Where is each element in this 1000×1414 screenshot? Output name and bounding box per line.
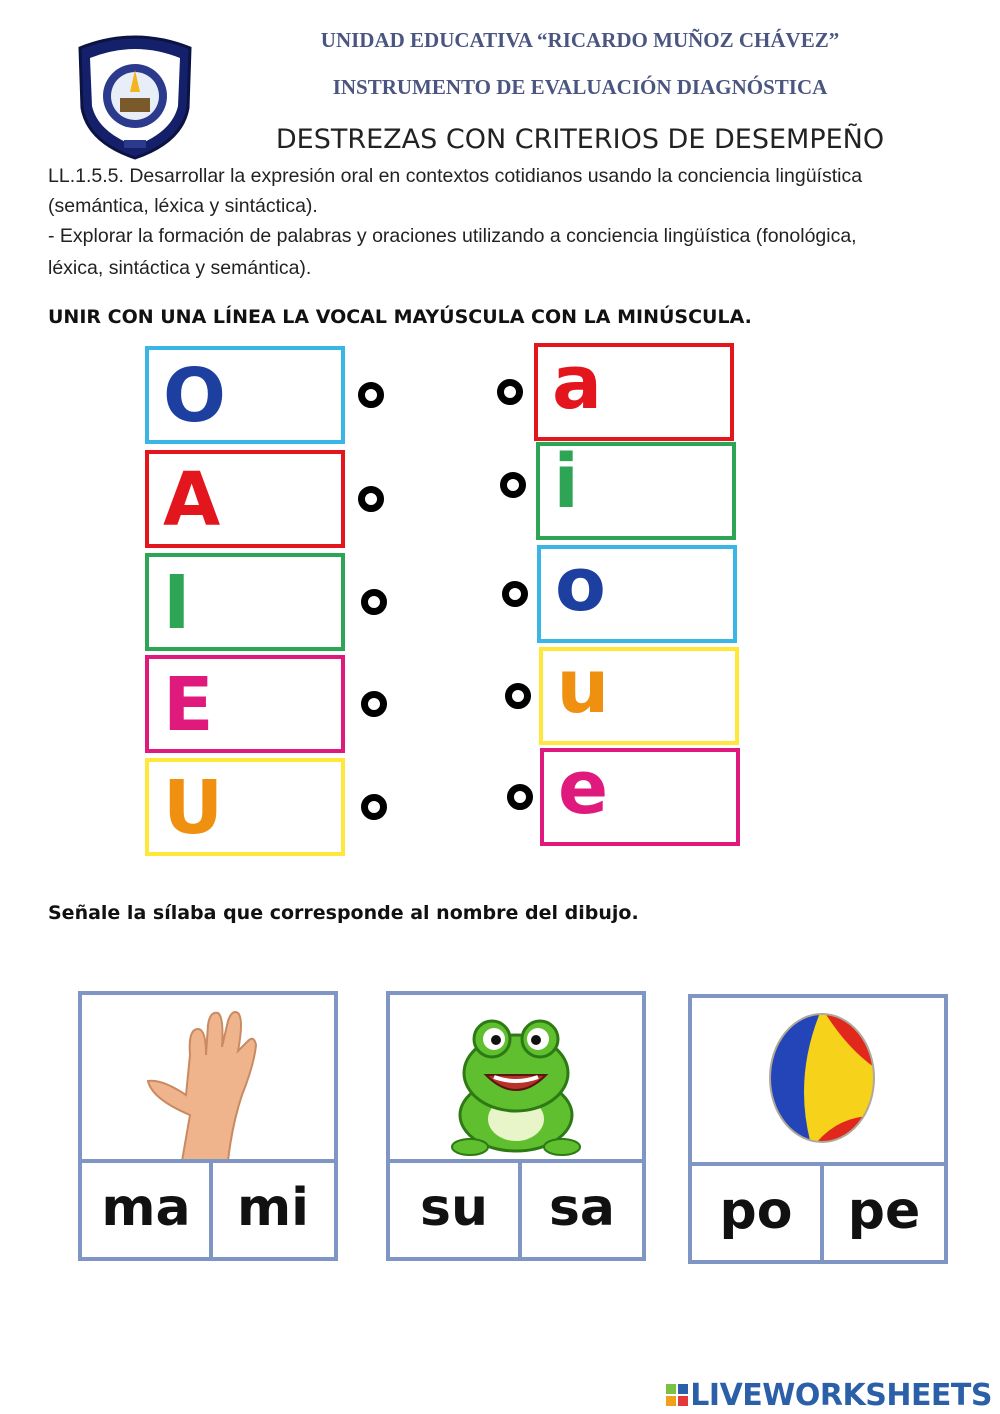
lowercase-vowel: i [553,439,579,525]
lowercase-vowel-box [539,644,739,745]
frog-image [390,995,642,1163]
lowercase-vowel: a [552,340,602,426]
syllable-card-hand [78,991,338,1261]
uppercase-vowel-box [145,450,345,548]
hand-image [82,995,334,1163]
syllable-option[interactable]: su [420,1178,488,1238]
lowercase-connector-dot[interactable] [497,379,523,405]
liveworksheets-brand[interactable] [666,1378,992,1414]
uppercase-vowel: A [163,457,221,543]
uppercase-vowel-box [145,346,345,444]
lowercase-connector-dot[interactable] [505,683,531,709]
skill-line-4: léxica, sintáctica y semántica). [48,257,312,279]
lowercase-vowel: o [555,542,606,628]
lowercase-connector-dot[interactable] [502,581,528,607]
uppercase-connector-dot[interactable] [361,794,387,820]
exercise2-instruction: Señale la sílaba que corresponde al nombre del dibujo. [48,902,639,924]
uppercase-connector-dot[interactable] [358,486,384,512]
lowercase-connector-dot[interactable] [507,784,533,810]
uppercase-vowel: E [163,662,214,748]
school-crest [72,30,198,160]
uppercase-vowel: O [163,353,226,439]
skill-line-3: - Explorar la formación de palabras y oraciones utilizando a conciencia lingüística (fonológica, [48,225,857,247]
uppercase-vowel: I [163,560,191,646]
lowercase-vowel: e [558,745,609,831]
syllable-option[interactable]: pe [847,1181,921,1241]
syllable-option[interactable]: ma [101,1178,191,1238]
uppercase-connector-dot[interactable] [361,589,387,615]
skill-line-1: LL.1.5.5. Desarrollar la expresión oral en contextos cotidianos usando la conciencia lingüística [48,165,863,187]
lowercase-vowel-box [537,542,737,643]
section-subtitle: DESTREZAS CON CRITERIOS DE DESEMPEÑO [275,124,885,155]
skill-line-2: (semántica, léxica y sintáctica). [48,195,318,217]
uppercase-vowel-box [145,553,345,651]
brand-text: LIVEWORKSHEETS [690,1378,992,1413]
uppercase-connector-dot[interactable] [361,691,387,717]
instrument-title: INSTRUMENTO DE EVALUACIÓN DIAGNÓSTICA [332,75,828,99]
lowercase-vowel-box [534,340,734,441]
uppercase-connector-dot[interactable] [358,382,384,408]
liveworksheets-logo-icon [666,1379,688,1414]
school-name: UNIDAD EDUCATIVA “RICARDO MUÑOZ CHÁVEZ” [320,28,840,52]
uppercase-vowel-box [145,758,345,856]
exercise1-instruction: UNIR CON UNA LÍNEA LA VOCAL MAYÚSCULA CON LA MINÚSCULA. [48,306,752,328]
lowercase-connector-dot[interactable] [500,472,526,498]
syllable-option[interactable]: mi [236,1178,309,1238]
syllable-card-frog [386,991,646,1261]
lowercase-vowel: u [556,644,610,730]
syllable-card-ball [688,994,948,1264]
uppercase-vowel-box [145,655,345,753]
ball-image [692,998,944,1166]
syllable-option[interactable]: sa [548,1178,616,1238]
lowercase-vowel-box [536,439,736,540]
lowercase-vowel-box [540,745,740,846]
uppercase-vowel: U [163,765,224,851]
syllable-option[interactable]: po [719,1181,793,1241]
